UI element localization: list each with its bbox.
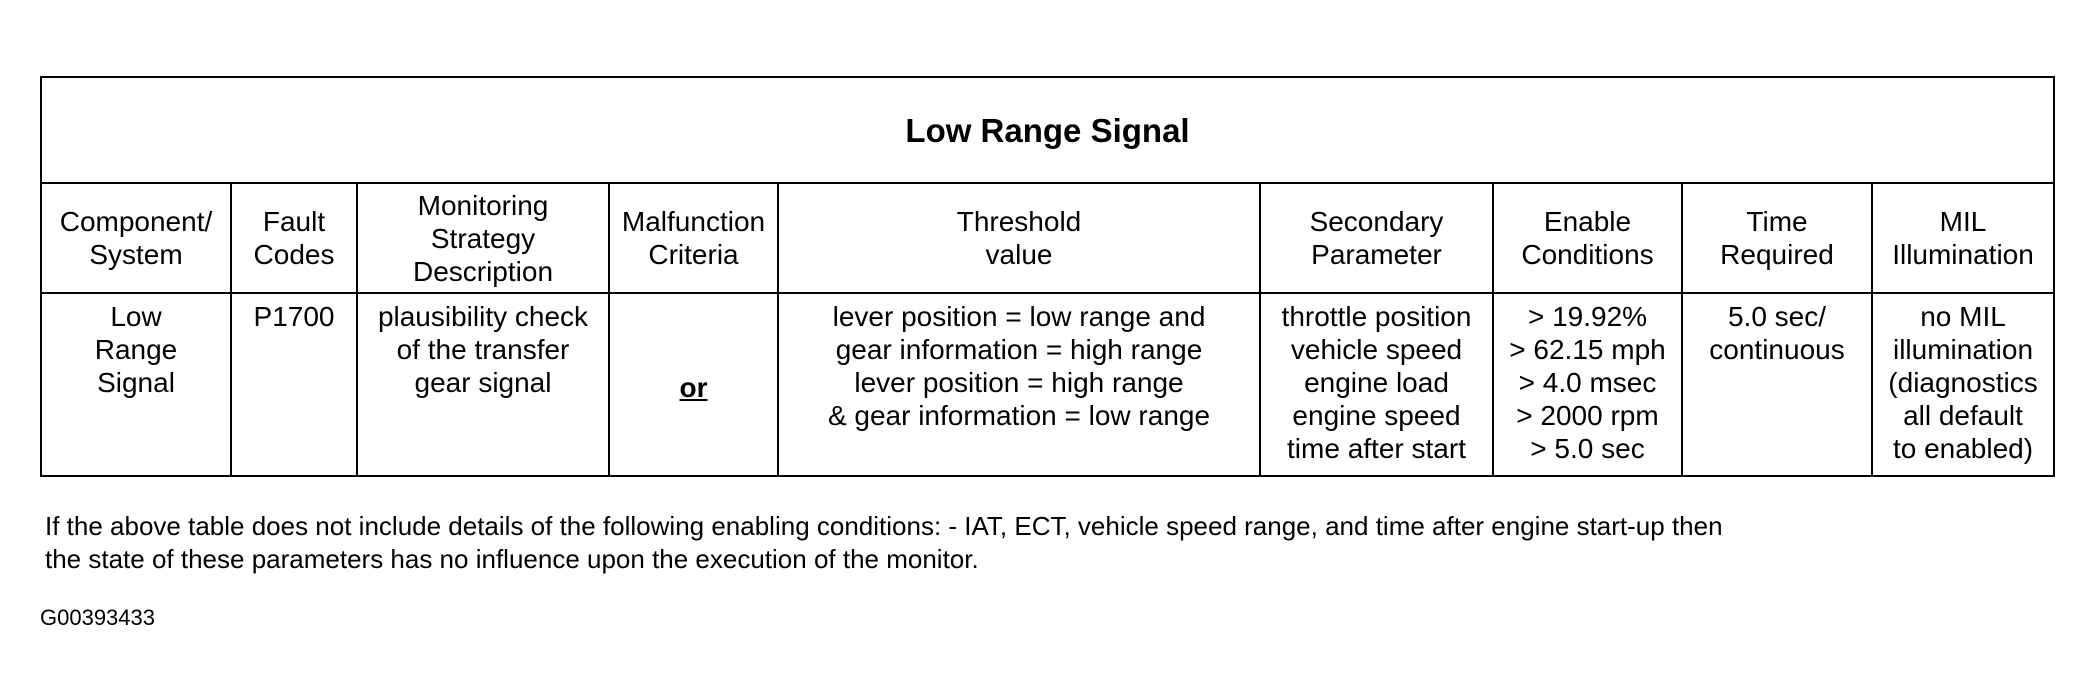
header-line: MIL xyxy=(1939,206,1987,237)
header-mil-illumination xyxy=(1872,183,2054,293)
header-line: Strategy xyxy=(430,222,536,254)
footnote-line: the state of these parameters has no influence upon the execution of the monitor. xyxy=(45,544,979,574)
cell-mil-illumination xyxy=(1872,293,2054,476)
cell-line: P1700 xyxy=(253,301,335,332)
cell-line: plausibility check xyxy=(377,301,589,332)
cell-line: gear signal xyxy=(414,367,552,398)
cell-time-required xyxy=(1682,293,1872,476)
figure-id: G00393433 xyxy=(40,605,155,630)
cell-line: 5.0 sec/ xyxy=(1727,301,1827,332)
low-range-signal-table xyxy=(40,76,2055,477)
cell-line: > 2000 rpm xyxy=(1516,400,1659,431)
cell-line: time after start xyxy=(1287,433,1466,464)
cell-line: lever position = low range and xyxy=(832,301,1206,332)
header-line: Threshold xyxy=(956,206,1082,237)
cell-component xyxy=(41,293,231,476)
header-threshold-value xyxy=(778,183,1260,293)
cell-line: to enabled) xyxy=(1892,433,2034,464)
cell-line: & gear information = low range xyxy=(827,400,1211,431)
header-time-required xyxy=(1682,183,1872,293)
header-line: Malfunction xyxy=(621,206,766,237)
footnote-line: If the above table does not include details of the following enabling conditions: - IAT, ECT, vehicle speed range, and time after engine start-up then xyxy=(45,511,1723,541)
cell-line: > 4.0 msec xyxy=(1518,367,1657,398)
header-component-system xyxy=(41,183,231,293)
cell-line: engine load xyxy=(1304,367,1449,398)
header-line: value xyxy=(985,239,1053,270)
cell-threshold xyxy=(778,293,1260,476)
header-line: Fault xyxy=(262,206,326,237)
header-fault-codes xyxy=(231,183,357,293)
header-enable-conditions xyxy=(1493,183,1682,293)
cell-line: no MIL xyxy=(1920,301,2006,332)
table-title-row xyxy=(41,77,2054,183)
cell-line: gear information = high range xyxy=(835,334,1203,365)
cell-malfunction-criteria xyxy=(609,293,778,476)
cell-secondary-parameter xyxy=(1260,293,1493,476)
cell-line: > 62.15 mph xyxy=(1509,334,1666,365)
table-header-row xyxy=(41,183,2054,293)
header-line: System xyxy=(89,239,183,270)
header-secondary-parameter xyxy=(1260,183,1493,293)
cell-line: all default xyxy=(1903,400,2023,431)
header-malfunction-criteria xyxy=(609,183,778,293)
footnote xyxy=(45,510,2045,576)
header-line: Monitoring xyxy=(417,189,549,221)
cell-strategy xyxy=(357,293,609,476)
cell-fault-code xyxy=(231,293,357,476)
or-operator: or xyxy=(679,372,708,403)
header-line: Time xyxy=(1746,206,1808,237)
header-line: Parameter xyxy=(1311,239,1442,270)
header-line: Required xyxy=(1720,239,1834,270)
header-line: Component/ xyxy=(59,206,213,237)
cell-line: Low xyxy=(110,301,162,332)
cell-line: illumination xyxy=(1892,334,2034,365)
cell-line: throttle position xyxy=(1281,301,1472,332)
header-line: Description xyxy=(412,255,554,287)
spec-sheet xyxy=(40,76,2053,477)
table-row xyxy=(41,293,2054,476)
cell-enable-conditions xyxy=(1493,293,1682,476)
header-line: Codes xyxy=(253,239,335,270)
cell-line: > 19.92% xyxy=(1527,301,1648,332)
header-line: Conditions xyxy=(1521,239,1654,270)
cell-line: of the transfer xyxy=(396,334,570,365)
table-title: Low Range Signal xyxy=(41,77,2054,183)
header-line: Enable xyxy=(1543,206,1632,237)
header-monitoring-strategy xyxy=(357,183,609,293)
header-line: Illumination xyxy=(1892,239,2034,270)
cell-line: Signal xyxy=(97,367,175,398)
cell-line: > 5.0 sec xyxy=(1530,433,1645,464)
cell-line: (diagnostics xyxy=(1888,367,2038,398)
cell-line: engine speed xyxy=(1292,400,1461,431)
header-line: Secondary xyxy=(1309,206,1444,237)
cell-line: lever position = high range xyxy=(854,367,1184,398)
header-line: Criteria xyxy=(648,239,739,270)
cell-line: Range xyxy=(94,334,178,365)
cell-line: vehicle speed xyxy=(1290,334,1463,365)
cell-line: continuous xyxy=(1709,334,1845,365)
